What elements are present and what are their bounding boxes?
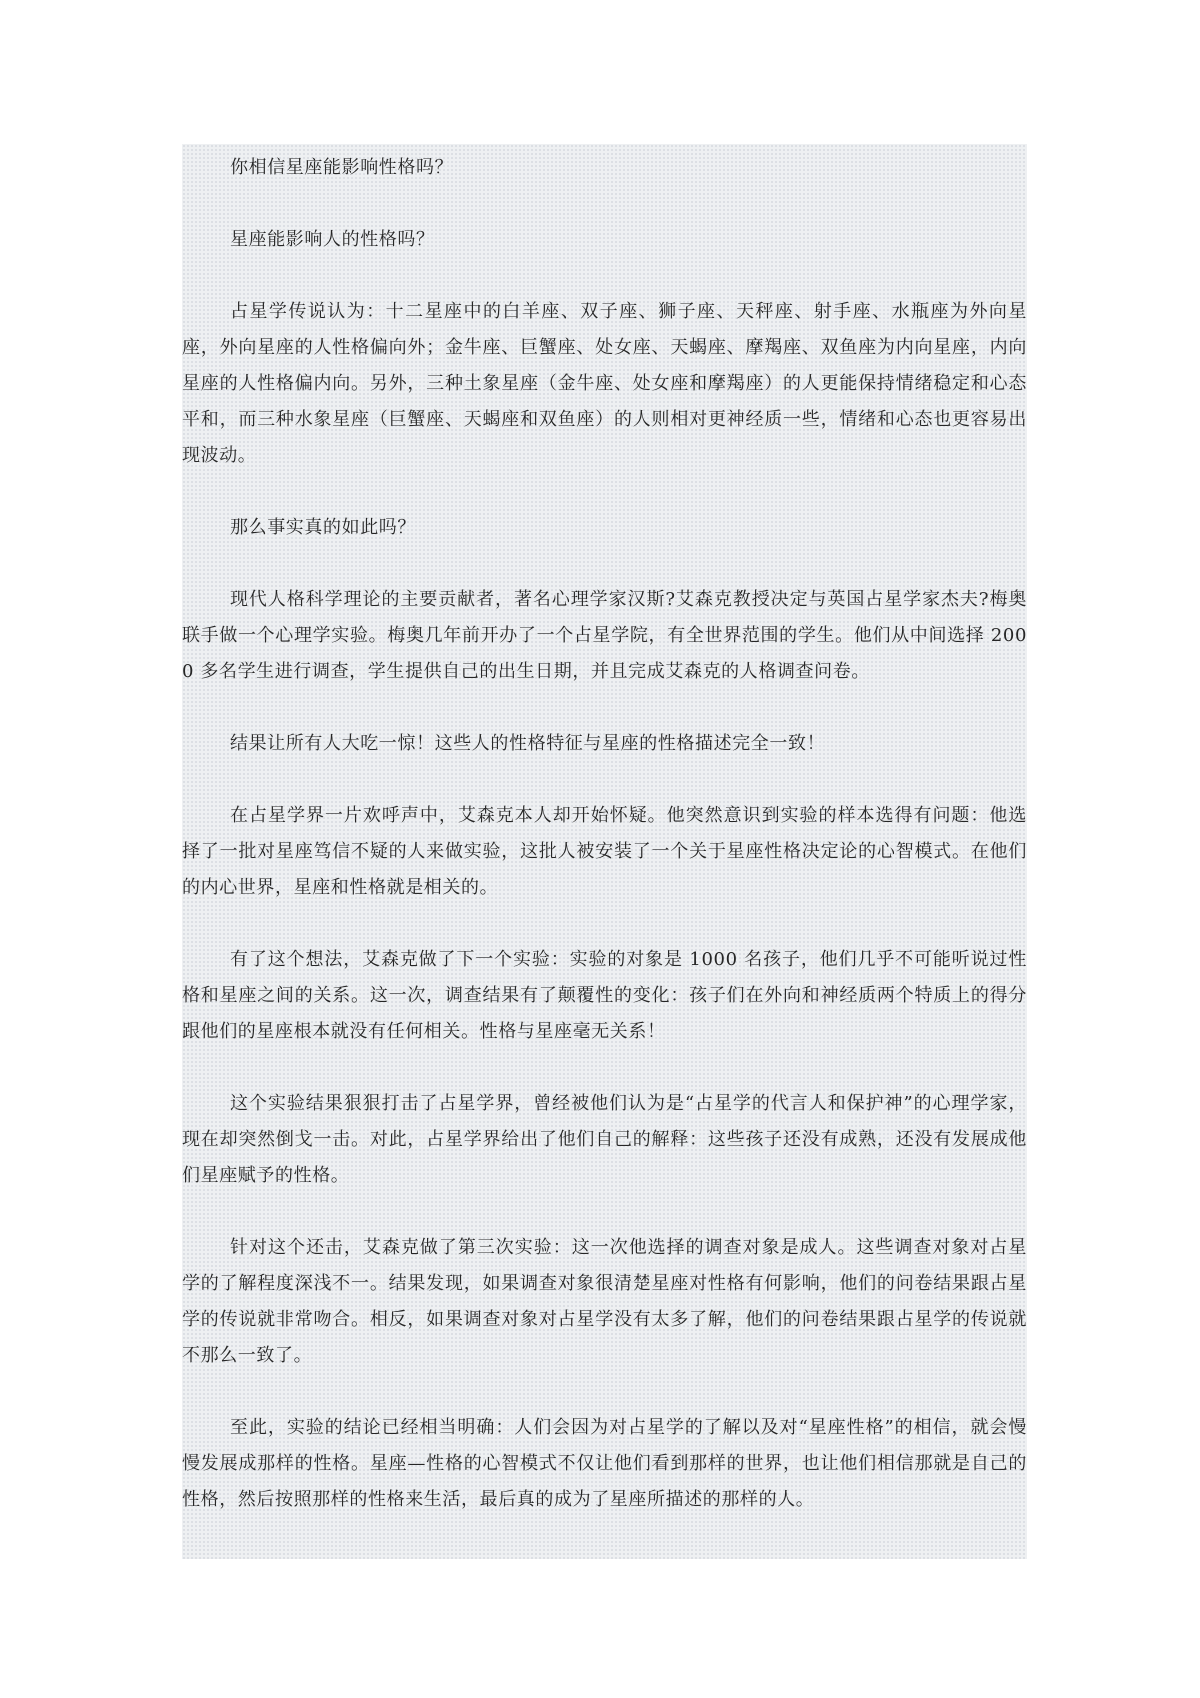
paragraph-experiment-1: 现代人格科学理论的主要贡献者，著名心理学家汉斯?艾森克教授决定与英国占星学家杰夫?梅奥联手做一个心理学实验。梅奥几年前开办了一个占星学院，有全世界范围的学生。他们从中间选择 2000 多名学生进行调查，学生提供自己的出生日期，并且完成艾森克的人格调查问卷。 [182, 589, 1027, 682]
paragraph-doubt: 在占星学界一片欢呼声中，艾森克本人却开始怀疑。他突然意识到实验的样本选得有问题：他选择了一批对星座笃信不疑的人来做实验，这批人被安装了一个关于星座性格决定论的心智模式。在他们的内心世界，星座和性格就是相关的。 [182, 805, 1027, 898]
paragraph-result-1: 结果让所有人大吃一惊！这些人的性格特征与星座的性格描述完全一致！ [230, 733, 826, 754]
paragraph-question-3: 那么事实真的如此吗？ [230, 517, 416, 538]
paragraph-question-1: 你相信星座能影响性格吗？ [230, 157, 454, 178]
paragraph-legend: 占星学传说认为：十二星座中的白羊座、双子座、狮子座、天秤座、射手座、水瓶座为外向星座，外向星座的人性格偏向外；金牛座、巨蟹座、处女座、天蝎座、摩羯座、双鱼座为内向星座，内向星座的人性格偏内向。另外，三种土象星座（金牛座、处女座和摩羯座）的人更能保持情绪稳定和心态平和，而三种水象星座（巨蟹座、天蝎座和双鱼座）的人则相对更神经质一些，情绪和心态也更容易出现波动。 [182, 301, 1027, 466]
paragraph-question-2: 星座能影响人的性格吗？ [230, 229, 435, 250]
document-body [182, 144, 1027, 1559]
paragraph-conclusion: 至此，实验的结论已经相当明确：人们会因为对占星学的了解以及对“星座性格”的相信，就会慢慢发展成那样的性格。星座—性格的心智模式不仅让他们看到那样的世界，也让他们相信那就是自己的性格，然后按照那样的性格来生活，最后真的成为了星座所描述的那样的人。 [182, 1417, 1027, 1510]
paragraph-experiment-3: 针对这个还击，艾森克做了第三次实验：这一次他选择的调查对象是成人。这些调查对象对占星学的了解程度深浅不一。结果发现，如果调查对象很清楚星座对性格有何影响，他们的问卷结果跟占星学的传说就非常吻合。相反，如果调查对象对占星学没有太多了解，他们的问卷结果跟占星学的传说就不那么一致了。 [182, 1237, 1027, 1366]
paragraph-response: 这个实验结果狠狠打击了占星学界，曾经被他们认为是“占星学的代言人和保护神”的心理学家，现在却突然倒戈一击。对此，占星学界给出了他们自己的解释：这些孩子还没有成熟，还没有发展成他们星座赋予的性格。 [182, 1093, 1027, 1186]
paragraph-experiment-2: 有了这个想法，艾森克做了下一个实验：实验的对象是 1000 名孩子，他们几乎不可能听说过性格和星座之间的关系。这一次，调查结果有了颠覆性的变化：孩子们在外向和神经质两个特质上的得分跟他们的星座根本就没有任何相关。性格与星座毫无关系！ [182, 949, 1027, 1042]
